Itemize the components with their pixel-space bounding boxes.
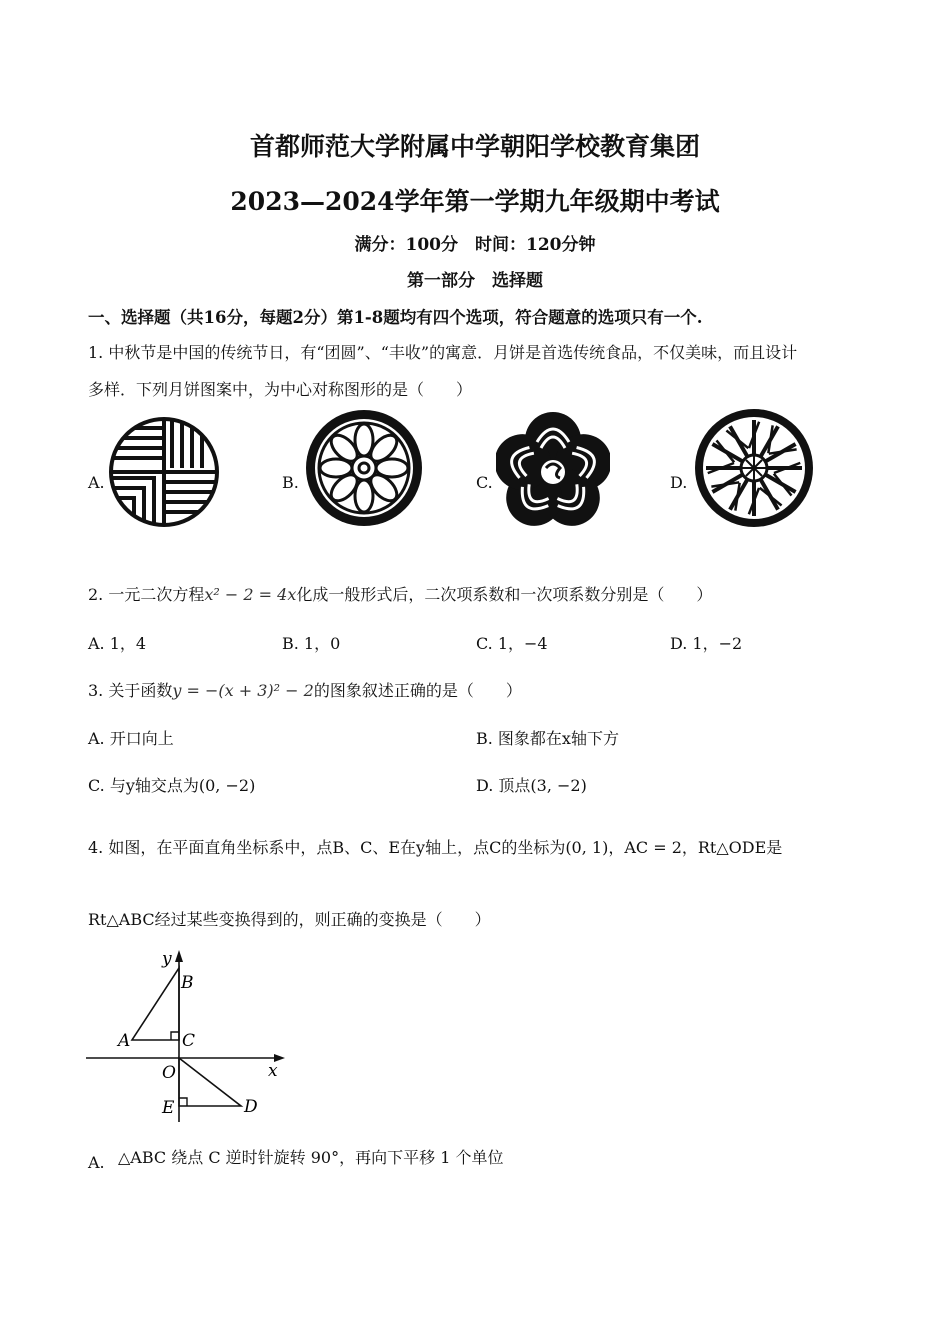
q1-option-a-label: A. [88, 473, 105, 492]
label-a: A [118, 1031, 131, 1051]
label-c: C [182, 1031, 196, 1051]
q4-coordinate-figure [80, 942, 300, 1128]
label-y: y [162, 949, 172, 969]
label-x: x [268, 1061, 278, 1081]
q2-option-b: B. 1，0 [282, 634, 341, 653]
mooncake-c-image [496, 408, 610, 532]
school-title: 首都师范大学附属中学朝阳学校教育集团 [249, 132, 700, 161]
label-o: O [162, 1063, 176, 1083]
triangle-ode [179, 1058, 241, 1106]
exam-title: 2023—2024学年第一学期九年级期中考试 [230, 187, 720, 216]
q1-option-b-label: B. [282, 473, 299, 492]
q4-option-a-text: △ABC 绕点 C 逆时针旋转 90°，再向下平移 1 个单位 [118, 1148, 504, 1167]
q2-equation: x² − 2 = 4x [204, 585, 297, 604]
q4-line1: 4. 如图，在平面直角坐标系中，点B、C、E在y轴上，点C的坐标为(0, 1)，AC = 2，Rt△ODE是 [88, 838, 783, 857]
q3-stem [88, 678, 522, 701]
q1-option-d-label: D. [670, 473, 688, 492]
q4-option-a-label: A. [88, 1153, 105, 1172]
mooncake-d-image [692, 406, 816, 530]
right-angle-e [179, 1098, 187, 1106]
q4-line2: Rt△ABC经过某些变换得到的，则正确的变换是（ ） [88, 910, 491, 929]
q3-option-c: C. 与y轴交点为(0, −2) [88, 776, 256, 795]
q3-suffix: 的图象叙述正确的是（ ） [313, 681, 522, 700]
q3-prefix: 3. 关于函数 [88, 681, 173, 700]
q2-stem [88, 582, 712, 605]
q1-line2: 多样．下列月饼图案中，为中心对称图形的是（ ） [88, 380, 473, 399]
section-heading: 一、选择题（共16分，每题2分）第1-8题均有四个选项，符合题意的选项只有一个. [88, 308, 703, 327]
label-d: D [244, 1097, 258, 1117]
label-b: B [181, 973, 194, 993]
q3-option-d: D. 顶点(3, −2) [476, 776, 587, 795]
exam-meta: 满分：100分 时间：120分钟 [354, 235, 596, 255]
q2-suffix: 化成一般形式后，二次项系数和一次项系数分别是（ ） [296, 585, 713, 604]
right-angle-c [171, 1032, 179, 1040]
q1-line1: 1. 中秋节是中国的传统节日，有“团圆”、“丰收”的寓意．月饼是首选传统食品，不仅美味，而且设计 [88, 343, 798, 362]
triangle-abc [132, 968, 179, 1040]
label-e: E [162, 1098, 175, 1118]
q1-option-c-label: C. [476, 473, 493, 492]
q3-function: y = −(x + 3)² − 2 [172, 681, 314, 700]
q3-option-b: B. 图象都在x轴下方 [476, 729, 619, 748]
q2-prefix: 2. 一元二次方程 [88, 585, 205, 604]
q2-option-c: C. 1，−4 [476, 634, 548, 653]
mooncake-b-image [302, 406, 426, 530]
y-axis-arrow [175, 950, 183, 962]
part-title: 第一部分 选择题 [407, 271, 543, 291]
q2-option-d: D. 1，−2 [670, 634, 743, 653]
q2-option-a: A. 1，4 [88, 634, 147, 653]
q3-option-a: A. 开口向上 [88, 729, 174, 748]
mooncake-a-image [108, 412, 220, 532]
